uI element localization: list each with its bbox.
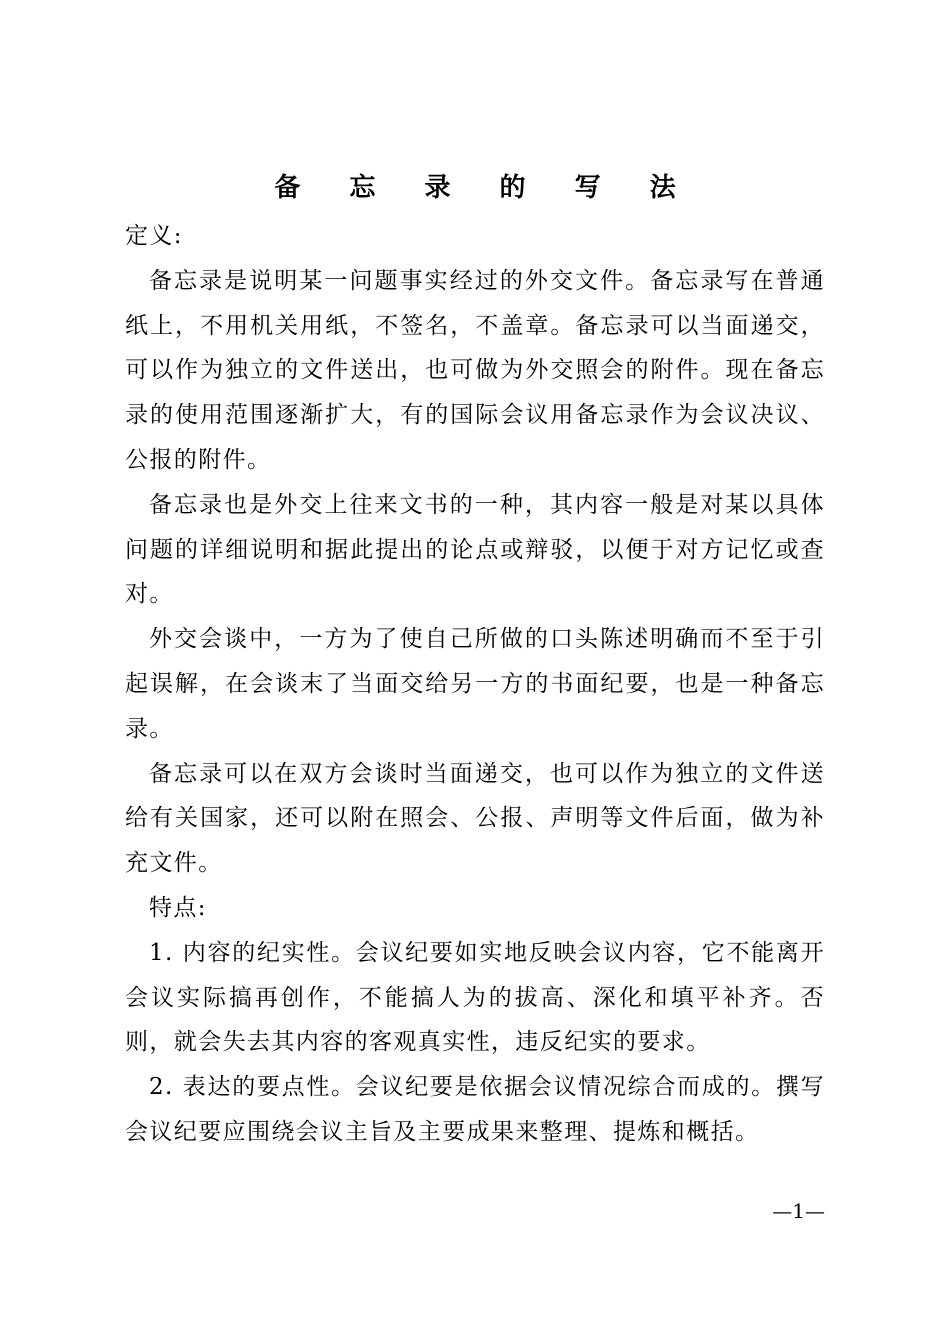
page-number: —1— xyxy=(772,1199,825,1223)
paragraph-talks-summary: 外交会谈中，一方为了使自己所做的口头陈述明确而不至于引起误解，在会谈末了当面交给另一方的书面纪要，也是一种备忘录。 xyxy=(125,626,825,742)
paragraph-feature-1: 1. 内容的纪实性。会议纪要如实地反映会议内容，它不能离开会议实际搞再创作，不能搞人为的拔高、深化和填平补齐。否则，就会失去其内容的客观真实性，违反纪实的要求。 xyxy=(125,939,825,1056)
paragraph-definition: 备忘录是说明某一问题事实经过的外交文件。备忘录写在普通纸上，不用机关用纸，不签名，不盖章。备忘录可以当面递交，可以作为独立的文件送出，也可做为外交照会的附件。现在备忘录的使用范围逐渐扩大，有的国际会议用备忘录作为会议决议、公报的附件。 xyxy=(125,267,825,473)
paragraph-features-label: 特点: xyxy=(149,894,207,921)
paragraph-feature-2: 2. 表达的要点性。会议纪要是依据会议情况综合而成的。撰写会议纪要应围绕会议主旨及主要成果来整理、提炼和概括。 xyxy=(125,1074,825,1145)
paragraph-delivery: 备忘录可以在双方会谈时当面递交，也可以作为独立的文件送给有关国家，还可以附在照会、公报、声明等文件后面，做为补充文件。 xyxy=(125,760,825,877)
paragraph-diplomatic-document: 备忘录也是外交上往来文书的一种，其内容一般是对某以具体问题的详细说明和据此提出的论点或辩驳，以便于对方记忆或查对。 xyxy=(125,491,825,608)
document-body xyxy=(125,214,825,1155)
document-title: 备 忘 录 的 写 法 xyxy=(274,173,696,203)
paragraph-definition-label: 定义: xyxy=(125,223,183,249)
